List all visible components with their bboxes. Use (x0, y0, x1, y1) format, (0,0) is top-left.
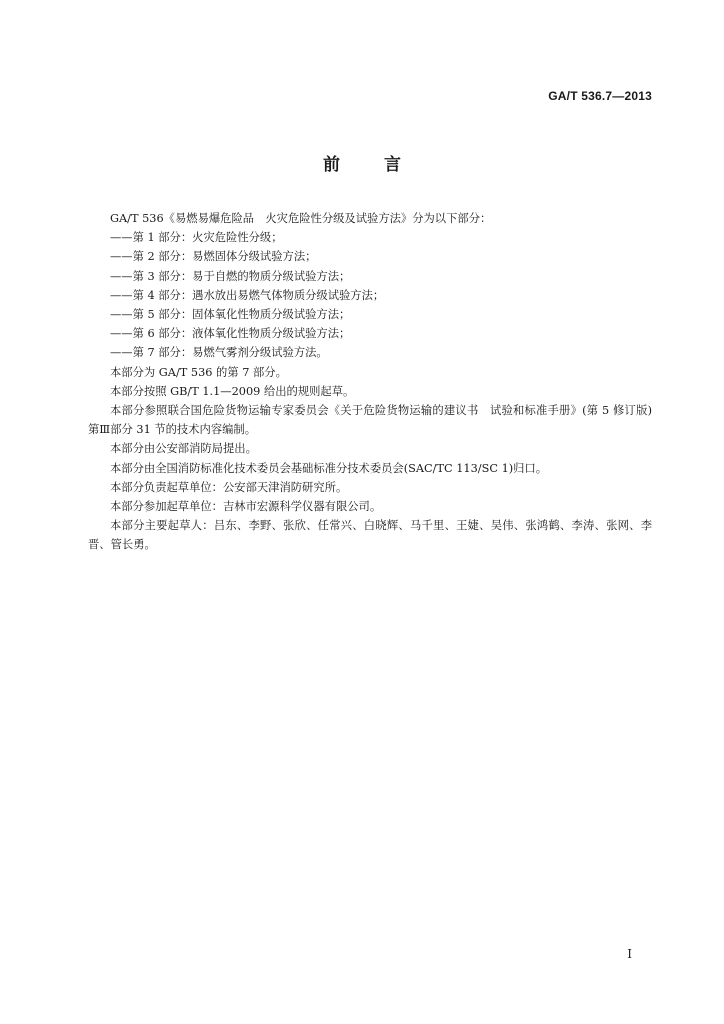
standard-code: GA/T 536.7—2013 (548, 89, 652, 103)
page-title: 前言 (323, 155, 445, 175)
list-item-part-5: ——第 5 部分：固体氧化性物质分级试验方法； (110, 308, 351, 322)
paragraph-part-scope: 本部分为 GA/T 536 的第 7 部分。 (110, 365, 287, 379)
paragraph-main-drafters: 本部分主要起草人：吕东、李野、张欣、任常兴、白晓辉、马千里、王婕、吴伟、张鸿鹤、李涛、张网、李晋、管长勇。 (88, 519, 652, 552)
paragraph-administrator: 本部分由全国消防标准化技术委员会基础标准分技术委员会(SAC/TC 113/SC 1)归口。 (110, 461, 548, 475)
paragraph-intro: GA/T 536《易燃易爆危险品 火灾危险性分级及试验方法》分为以下部分： (110, 212, 492, 225)
page-number: I (627, 947, 632, 961)
list-item-part-7: ——第 7 部分：易燃气雾剂分级试验方法。 (110, 346, 328, 360)
paragraph-participating-drafter: 本部分参加起草单位：吉林市宏源科学仪器有限公司。 (110, 500, 382, 514)
paragraph-lead-drafter: 本部分负责起草单位：公安部天津消防研究所。 (110, 480, 348, 494)
paragraph-drafting-rules: 本部分按照 GB/T 1.1—2009 给出的规则起草。 (110, 384, 355, 398)
preface-body (88, 209, 652, 555)
list-item-part-3: ——第 3 部分：易于自燃的物质分级试验方法； (110, 269, 351, 283)
list-item-part-4: ——第 4 部分：遇水放出易燃气体物质分级试验方法； (110, 288, 385, 302)
list-item-part-1: ——第 1 部分：火灾危险性分级； (110, 231, 283, 245)
list-item-part-2: ——第 2 部分：易燃固体分级试验方法； (110, 250, 317, 264)
list-item-part-6: ——第 6 部分：液体氧化性物质分级试验方法； (110, 327, 351, 341)
paragraph-reference: 本部分参照联合国危险货物运输专家委员会《关于危险货物运输的建议书 试验和标准手册》(第 5 修订版)第Ⅲ部分 31 节的技术内容编制。 (88, 404, 652, 437)
paragraph-proposer: 本部分由公安部消防局提出。 (110, 442, 257, 456)
